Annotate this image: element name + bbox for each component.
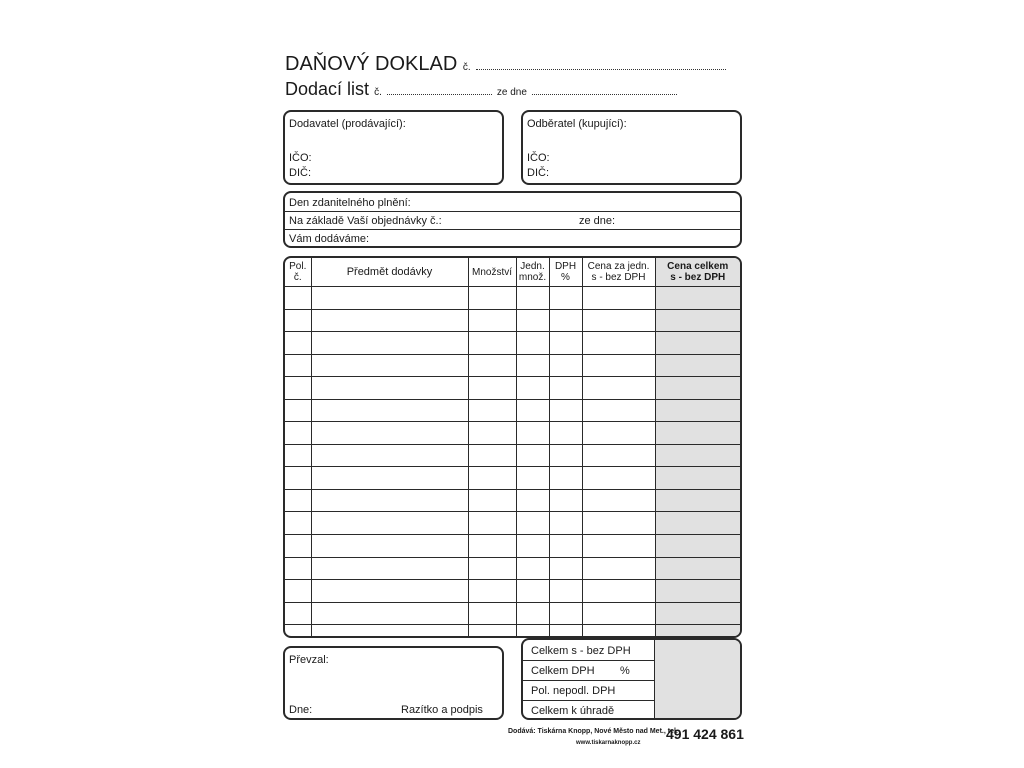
- title-sub-number-label: č.: [374, 87, 382, 98]
- total-cell[interactable]: [655, 535, 740, 558]
- table-row: [285, 354, 740, 377]
- supplier-box[interactable]: [283, 110, 504, 185]
- position-cell[interactable]: [285, 489, 311, 512]
- unit-cell[interactable]: [516, 580, 549, 603]
- position-cell[interactable]: [285, 354, 311, 377]
- unit-cell[interactable]: [516, 467, 549, 490]
- unit-cell[interactable]: [516, 332, 549, 355]
- quantity-cell[interactable]: [468, 309, 516, 332]
- vat-cell[interactable]: [549, 354, 582, 377]
- quantity-cell[interactable]: [468, 399, 516, 422]
- item-cell[interactable]: [311, 602, 468, 625]
- vat-cell[interactable]: [549, 602, 582, 625]
- item-cell[interactable]: [311, 625, 468, 636]
- vat-cell[interactable]: [549, 580, 582, 603]
- delivery-note-title: [285, 78, 677, 104]
- quantity-cell[interactable]: [468, 354, 516, 377]
- document-title: [285, 52, 726, 80]
- stamp-signature-label: Razítko a podpis: [401, 704, 483, 716]
- total-cell[interactable]: [655, 354, 740, 377]
- unit-price-cell[interactable]: [582, 309, 655, 332]
- position-cell[interactable]: [285, 512, 311, 535]
- item-cell[interactable]: [311, 287, 468, 310]
- vat-cell[interactable]: [549, 399, 582, 422]
- vat-total-label: Celkem DPH: [531, 665, 595, 677]
- total-cell[interactable]: [655, 489, 740, 512]
- item-cell[interactable]: [311, 354, 468, 377]
- title-sub: Dodací list: [285, 79, 370, 99]
- quantity-cell[interactable]: [468, 625, 516, 636]
- unit-price-cell[interactable]: [582, 354, 655, 377]
- quantity-cell[interactable]: [468, 444, 516, 467]
- unit-price-cell[interactable]: [582, 535, 655, 558]
- unit-cell[interactable]: [516, 444, 549, 467]
- customer-label: Odběratel (kupující):: [527, 118, 627, 130]
- table-row: [285, 602, 740, 625]
- total-cell[interactable]: [655, 287, 740, 310]
- total-cell[interactable]: [655, 399, 740, 422]
- total-cell[interactable]: [655, 422, 740, 445]
- col-vat-header: DPH %: [549, 258, 582, 287]
- items-table: [285, 258, 740, 636]
- unit-price-cell[interactable]: [582, 557, 655, 580]
- table-row: [285, 580, 740, 603]
- item-cell[interactable]: [311, 399, 468, 422]
- supplier-ico-label: IČO:: [289, 152, 312, 164]
- col-unit-price-header: Cena za jedn. s - bez DPH: [582, 258, 655, 287]
- title-main-number-label: č.: [462, 62, 471, 73]
- item-cell[interactable]: [311, 467, 468, 490]
- vat-cell[interactable]: [549, 512, 582, 535]
- position-cell[interactable]: [285, 399, 311, 422]
- title-main: DAŇOVÝ DOKLAD: [285, 53, 458, 75]
- supplier-label: Dodavatel (prodávající):: [289, 118, 406, 130]
- table-row: [285, 444, 740, 467]
- unit-price-cell[interactable]: [582, 332, 655, 355]
- to-pay-row[interactable]: [523, 700, 740, 720]
- unit-price-cell[interactable]: [582, 399, 655, 422]
- printer-website: www.tiskarnaknopp.cz: [576, 740, 641, 746]
- non-taxable-label: Pol. nepodl. DPH: [531, 685, 616, 697]
- vat-cell[interactable]: [549, 377, 582, 400]
- unit-cell[interactable]: [516, 602, 549, 625]
- position-cell[interactable]: [285, 444, 311, 467]
- unit-cell[interactable]: [516, 489, 549, 512]
- table-row: [285, 489, 740, 512]
- item-cell[interactable]: [311, 535, 468, 558]
- totals-box: [521, 638, 742, 720]
- vat-total-row[interactable]: [523, 660, 740, 682]
- total-row[interactable]: [523, 640, 740, 662]
- position-cell[interactable]: [285, 625, 311, 636]
- unit-price-cell[interactable]: [582, 287, 655, 310]
- vat-cell[interactable]: [549, 444, 582, 467]
- table-row: [285, 557, 740, 580]
- order-basis-label: Na základě Vaší objednávky č.:: [289, 215, 442, 227]
- customer-ico-label: IČO:: [527, 152, 550, 164]
- unit-cell[interactable]: [516, 399, 549, 422]
- position-cell[interactable]: [285, 332, 311, 355]
- total-cell[interactable]: [655, 309, 740, 332]
- item-cell[interactable]: [311, 444, 468, 467]
- table-row: [285, 332, 740, 355]
- total-cell[interactable]: [655, 557, 740, 580]
- position-cell[interactable]: [285, 287, 311, 310]
- unit-price-cell[interactable]: [582, 602, 655, 625]
- unit-cell[interactable]: [516, 377, 549, 400]
- unit-cell[interactable]: [516, 625, 549, 636]
- vat-cell[interactable]: [549, 422, 582, 445]
- unit-cell[interactable]: [516, 535, 549, 558]
- position-cell[interactable]: [285, 602, 311, 625]
- delivering-label: Vám dodáváme:: [289, 233, 370, 245]
- unit-cell[interactable]: [516, 512, 549, 535]
- total-cell[interactable]: [655, 602, 740, 625]
- title-sub-date-label: ze dne: [496, 87, 527, 98]
- item-cell[interactable]: [311, 512, 468, 535]
- unit-price-cell[interactable]: [582, 422, 655, 445]
- unit-cell[interactable]: [516, 422, 549, 445]
- total-cell[interactable]: [655, 332, 740, 355]
- table-row: [285, 625, 740, 636]
- delivery-info-box: [283, 191, 742, 248]
- position-cell[interactable]: [285, 467, 311, 490]
- printer-phone: 491 424 861: [666, 726, 744, 742]
- non-taxable-row[interactable]: [523, 680, 740, 702]
- item-cell[interactable]: [311, 422, 468, 445]
- vat-cell[interactable]: [549, 467, 582, 490]
- received-by-label: Převzal:: [289, 654, 329, 666]
- delivery-note-date-field[interactable]: [532, 93, 677, 95]
- received-box[interactable]: [283, 646, 504, 720]
- quantity-cell[interactable]: [468, 467, 516, 490]
- total-cell[interactable]: [655, 625, 740, 636]
- position-cell[interactable]: [285, 377, 311, 400]
- total-cell[interactable]: [655, 580, 740, 603]
- quantity-cell[interactable]: [468, 580, 516, 603]
- unit-price-cell[interactable]: [582, 512, 655, 535]
- received-date-label: Dne:: [289, 704, 313, 716]
- delivery-note-number-field[interactable]: [387, 93, 492, 95]
- printer-credit: Dodává: Tiskárna Knopp, Nové Město nad Met., tel.: [508, 728, 678, 735]
- vat-cell[interactable]: [549, 287, 582, 310]
- vat-cell[interactable]: [549, 557, 582, 580]
- unit-cell[interactable]: [516, 557, 549, 580]
- items-table-box: [283, 256, 742, 638]
- table-row: [285, 309, 740, 332]
- unit-price-cell[interactable]: [582, 467, 655, 490]
- supplier-dic-label: DIČ:: [289, 167, 311, 179]
- col-position-header: Pol. č.: [285, 258, 311, 287]
- to-pay-value-cell[interactable]: [654, 700, 740, 720]
- item-cell[interactable]: [311, 489, 468, 512]
- unit-cell[interactable]: [516, 309, 549, 332]
- table-header-row: [285, 258, 740, 287]
- non-taxable-value-cell[interactable]: [654, 680, 740, 702]
- position-cell[interactable]: [285, 309, 311, 332]
- to-pay-label: Celkem k úhradě: [531, 705, 615, 717]
- table-row: [285, 287, 740, 310]
- col-unit-header: Jedn. množ.: [516, 258, 549, 287]
- quantity-cell[interactable]: [468, 602, 516, 625]
- vat-cell[interactable]: [549, 535, 582, 558]
- unit-price-cell[interactable]: [582, 625, 655, 636]
- total-cell[interactable]: [655, 467, 740, 490]
- customer-box[interactable]: [521, 110, 742, 185]
- quantity-cell[interactable]: [468, 512, 516, 535]
- total-cell[interactable]: [655, 444, 740, 467]
- quantity-cell[interactable]: [468, 377, 516, 400]
- col-item-header: Předmět dodávky: [311, 258, 468, 287]
- position-cell[interactable]: [285, 580, 311, 603]
- customer-dic-label: DIČ:: [527, 167, 549, 179]
- unit-cell[interactable]: [516, 354, 549, 377]
- vat-cell[interactable]: [549, 332, 582, 355]
- item-cell[interactable]: [311, 332, 468, 355]
- position-cell[interactable]: [285, 535, 311, 558]
- position-cell[interactable]: [285, 557, 311, 580]
- unit-cell[interactable]: [516, 287, 549, 310]
- unit-price-cell[interactable]: [582, 377, 655, 400]
- quantity-cell[interactable]: [468, 422, 516, 445]
- unit-price-cell[interactable]: [582, 444, 655, 467]
- table-row: [285, 535, 740, 558]
- taxable-date-label: Den zdanitelného plnění:: [289, 197, 411, 209]
- vat-percent-label: %: [620, 665, 630, 677]
- total-cell[interactable]: [655, 512, 740, 535]
- divider: [285, 211, 740, 212]
- table-row: [285, 399, 740, 422]
- quantity-cell[interactable]: [468, 535, 516, 558]
- item-cell[interactable]: [311, 580, 468, 603]
- table-row: [285, 467, 740, 490]
- position-cell[interactable]: [285, 422, 311, 445]
- item-cell[interactable]: [311, 309, 468, 332]
- col-total-header: Cena celkem s - bez DPH: [655, 258, 740, 287]
- item-cell[interactable]: [311, 377, 468, 400]
- quantity-cell[interactable]: [468, 489, 516, 512]
- quantity-cell[interactable]: [468, 332, 516, 355]
- total-cell[interactable]: [655, 377, 740, 400]
- vat-value-cell[interactable]: [654, 660, 740, 682]
- unit-price-cell[interactable]: [582, 489, 655, 512]
- vat-cell[interactable]: [549, 309, 582, 332]
- total-value-cell[interactable]: [654, 640, 740, 662]
- col-quantity-header: Množství: [468, 258, 516, 287]
- table-row: [285, 422, 740, 445]
- item-cell[interactable]: [311, 557, 468, 580]
- order-date-label: ze dne:: [579, 215, 616, 227]
- divider: [285, 229, 740, 230]
- title-main-number-field[interactable]: [476, 68, 726, 70]
- vat-cell[interactable]: [549, 625, 582, 636]
- vat-cell[interactable]: [549, 489, 582, 512]
- unit-price-cell[interactable]: [582, 580, 655, 603]
- table-row: [285, 512, 740, 535]
- table-row: [285, 377, 740, 400]
- quantity-cell[interactable]: [468, 287, 516, 310]
- quantity-cell[interactable]: [468, 557, 516, 580]
- total-label: Celkem s - bez DPH: [531, 645, 631, 657]
